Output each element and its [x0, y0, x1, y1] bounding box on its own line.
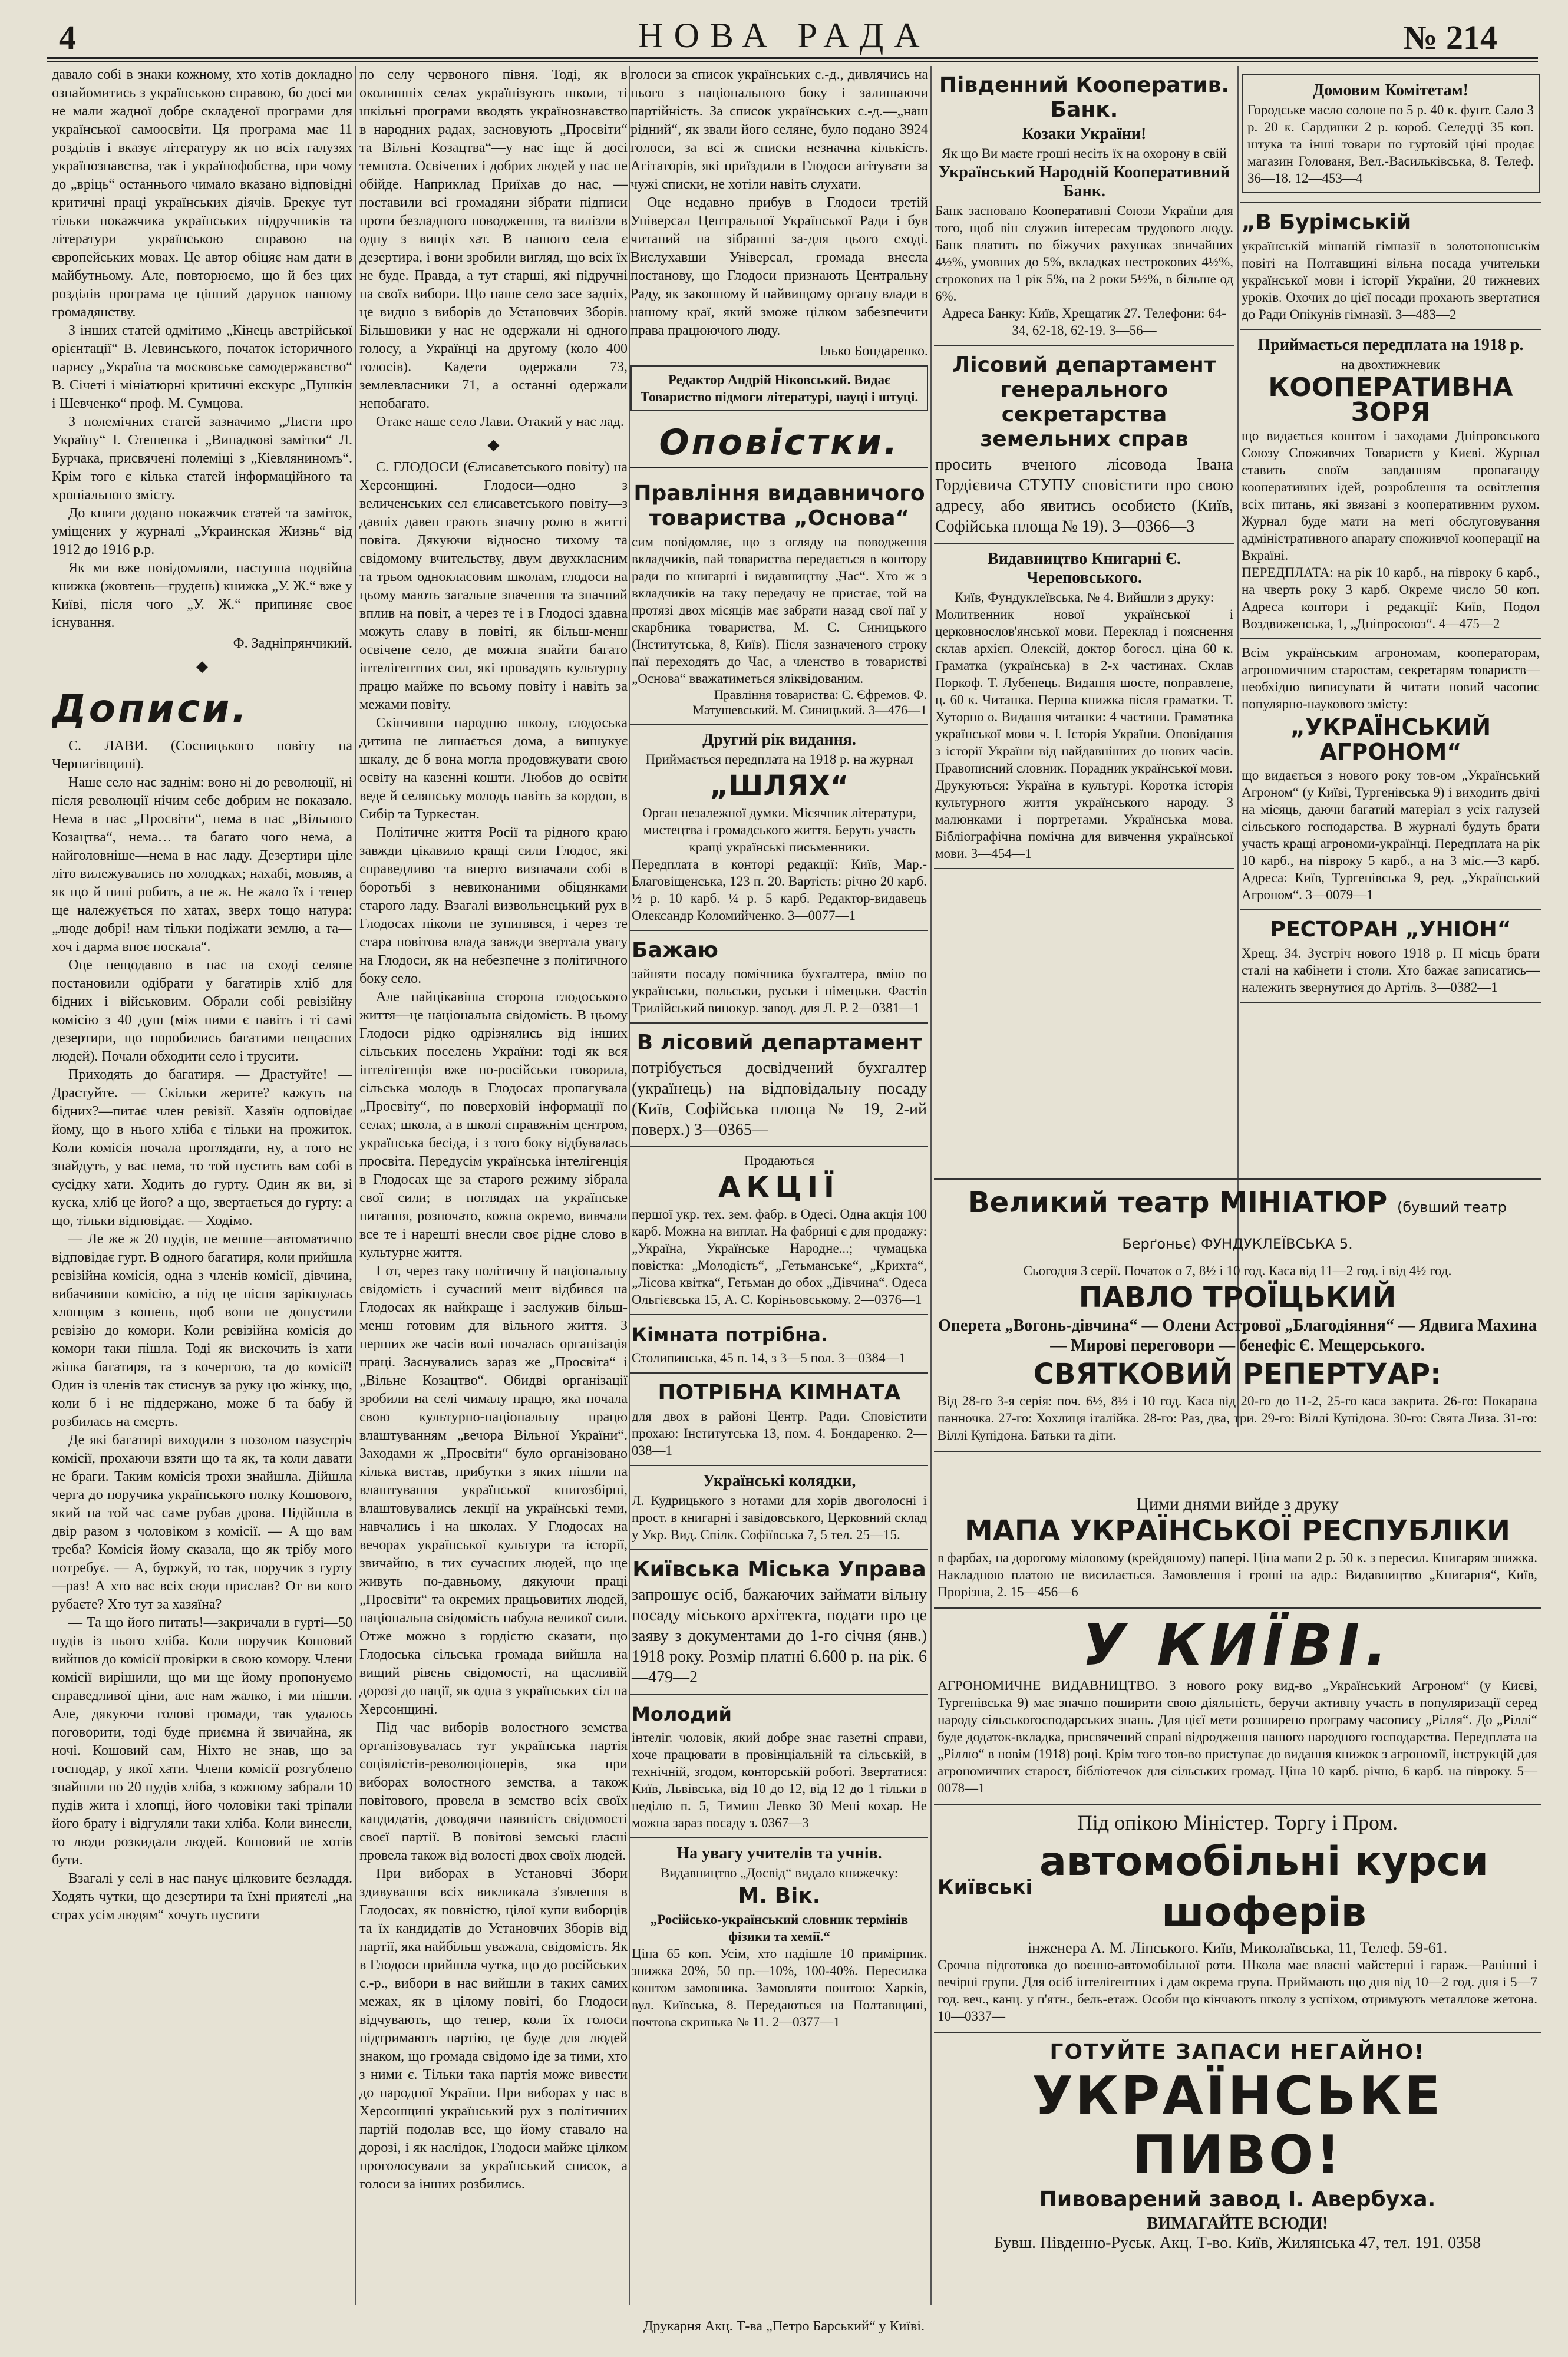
ad-box: [934, 1178, 1541, 1452]
ad-text: українській мішаній гімназії в золотоношськім повіті на Полтавщині вільна посада учительки української мови і історії України, 20 тижневих уроків. Охочих до цієї посади прохають звертатися до Ради Опікунів гімназії. 3—483—2: [1242, 239, 1540, 322]
ad-text: ПЕРЕДПЛАТА: на рік 10 карб., на півроку 6 карб., на чверть року 3 карб. Окреме число 50 коп. Адреса контори і редакції: Київ, Подол Воздвиженська, 1, „Дніпросоюз“. 4—475—2: [1242, 565, 1540, 631]
ad-subheading: Приймається передплата на 1918 р.: [1257, 336, 1524, 354]
paragraph: І от, через таку політичну й національну свідомість і сучасний мент відбився на Глодосах як найкраще і заслужив більш-менш готовим для вільного життя. З перших же часів волі почалась організація праці. Заснувались зараз же „Просвіта“ і „Вільне Козацтво“. Обидві організації зробили на селі чималу працю, яка почала свою культурно-національну працю влаштуванням „вечора Вільної України“. Заходами ж „Просвіти“ було організовано кілька вистав, прибутки з яких пішли на влаштування української книгозбірні, влаштовувались лекції на українські теми, навчались і на школах. У Глодосах на вечорах української культури та історії, звичайно, в тих сучасних людей, що ще живуть по-давньому, дякуючи праці „Просвіти“ та окремих працьовитих людей, національна свідомість набула великої сили. Отже можно з гордістю сказати, що Глодоська сільська громада вийшла на вищий рівень свідомості, на щасливій дорозі до нації, як одна з українських сіл на Херсонщині.: [359, 1263, 628, 1717]
ad-heading: МАПА УКРАЇНСЬКОЇ РЕСПУБЛІКИ: [964, 1514, 1511, 1547]
ad-text: Оперета „Вогонь-дівчина“ — Олени Астрової „Благодіяння“ — Ядвига Махина — Мирові переговори — бенефіс Є. Мещерського.: [938, 1316, 1537, 1355]
ad-heading: УКРАЇНСЬКЕ ПИВО!: [1032, 2065, 1443, 2186]
ad-text: Сьогодня 3 серії. Початок о 7, 8½ і 10 год. Каса від 11—2 год. і від 4½ год.: [1023, 1263, 1452, 1278]
ad-heading: Домовим Комітетам!: [1313, 81, 1468, 100]
paragraph: З полемічних статей зазначимо „Листи про Україну“ І. Стешенка і „Випадкові замітки“ Л. Бурчака, присвячені полеміці з „Кіевляниномъ“. Крім того є кілька статей інформаційного та хроніального змісту.: [52, 414, 352, 503]
ad-osnova: [630, 474, 928, 725]
ad-text: першої укр. тех. зем. фабр. в Одесі. Одна акція 100 карб. Можна на виплат. На фабриці є для продажу: „Україна, Українське Народне...; чумацька повістка: „Молодість“, „Гетьманське“, „Крихта“, „Лісова квітка“, Гетьман до обох „Дівчина“. Одеса Ольгієвська 15, А. С. Коріньовському. 2—0376—1: [632, 1207, 927, 1307]
ad-akcii: [630, 1147, 928, 1315]
paragraph: — Ле же ж 20 пудів, не менше—автоматично відповідає гурт. В одного багатиря, коли прийшла ревізійна комісія, одна з членів комісії, дівчина, вибачивши комісію, а під це пісня зарікнулась хлопцям з кошень, щоб вони не допустили ревізію до комори. Коли ревізійна комісія до комори таки пішла. Тоді як вискочить із хати жінка багатиря, та з кочергою, та до комісії! Один із членів так стиснув за руку цю жінку, що, коли б і не піддержано, може б та бабу й розбилась на смерть.: [52, 1232, 352, 1430]
ad-text: Городське масло солоне по 5 р. 40 к. фунт. Сало 3 р. 20 к. Сардинки 2 р. короб. Селедці 35 коп. штука та інші товари по гуртовій ціні продає магазин Голованя, Вел.-Васильківська, 8. Телеф. 36—18. 12—453—4: [1247, 103, 1534, 186]
paragraph: Де які багатирі виходили з позолом назустріч комісії, прохаючи взяти що та як, та коли давати не браги. Таким комісія трохи знайшла. Дійшла черга до поручика українського полку Кошового, який на той час саме рубав дрова. Підійшла в двір разом з чоловіком з комісії. — А що вам треба? Комісія йому сказала, що як трібу мого потребує. — А, буржуй, то так, поручик з гурту—раз! А хто вас всіх сюди прислав? От ви кого рубаєте? Хто тут за хазяїна?: [52, 1432, 352, 1612]
article-signature: Ілько Бондаренко.: [819, 344, 928, 359]
article-text: [630, 66, 928, 340]
ad-text: запрошує осіб, бажаючих займати вільну посаду міського архітекта, подати про це заяву з документами до 1-го січня (янв.) 1918 року. Розмір платні 6.600 р. на рік. 6—479—2: [632, 1586, 927, 1686]
theatre-name: Великий театр МІНІАТЮР: [968, 1186, 1388, 1219]
ad-auto-courses: [934, 1805, 1541, 2033]
article-text: [359, 458, 628, 2194]
theatre-address: (бувший театр Берґоньє) ФУНДУКЛЕЇВСЬКА 5.: [1122, 1199, 1507, 1252]
ad-text: що видається коштом і заходами Дніпровського Союзу Споживчих Товариств у Києві. Журнал ставить своїм завданням пропаганду кооперативних ідей, розроблення та освітлення всіх питань, які звязані з кооперативним рухом. Журнал буде мати на меті обслуговування адміністративного апарату споживчої кооперації на Вкраїні.: [1242, 428, 1540, 563]
ad-heading: Київська Міська Управа: [632, 1557, 926, 1582]
ad-shlyah: [630, 725, 928, 931]
article-text: [52, 66, 352, 632]
ad-room: [630, 1315, 928, 1374]
paragraph: При виборах в Установчі Збори здивування всіх викликала з'явлення в Глодосах, як повністю, цілої купи виборців та їх кандидатів до Установчих Зборів від партії, яка найбільш уважала, свідомість. Як в Глодоси прийшла чутка, що до російських с.-р., вибори в нас вийшли в таких самих межах, як в цілому повіті, бо Глодоси відчувають, що тепер, коли їх голоси підтримають партію, це буде для людей знаком, що громада свідомо іде за тими, хто з ними є. Тільки така партія може вивести до народної України. При виборах у нас в Херсонщині український рух з політичних партій подолав все, що йому ставало на дорозі, і як наслідок, Глодоси майже цілком проголосували за український список, а голоси за інших розбились.: [359, 1866, 628, 2192]
ad-text: Друкуються: Україна в культурі. Коротка історія культурного життя українського народу. З малюнками і портретами. Українська мова. Бібліографічна помічна для вивчення української мови. 3—454—1: [935, 778, 1233, 861]
paragraph: Взагалі у селі в нас панує цілковите безладдя. Ходять чутки, що дезертири та їхні приятелі „на страх усім людям“ хочуть пустити: [52, 1871, 352, 1923]
ad-heading: ПОТРІБНА КІМНАТА: [658, 1381, 901, 1405]
masthead-rule: [47, 57, 1538, 59]
ad-coop-zorya: [1240, 330, 1541, 639]
ad-beer: [934, 2033, 1541, 2259]
column-divider: [629, 66, 630, 2305]
ad-text: „Російсько-український словник термінів фізики та хемії.“: [650, 1912, 909, 1944]
ad-heading: М. Вік.: [738, 1884, 821, 1908]
ad-bank: [934, 66, 1234, 346]
paragraph: Під час виборів волостного земства організовувалась тут українська партія соціялістів-революціонерів, яка при виборах волостного земства, а також повітового, провела в земство всіх своїх кандидатів, доводячи наявність свідомості своєї партії. В повітові земські гласні провела також від волості двох своїх людей.: [359, 1720, 628, 1863]
ad-heading: РЕСТОРАН „УНІОН“: [1270, 917, 1511, 942]
ad-text: на двохтижневик: [1341, 357, 1440, 372]
ad-heading: Видавництво Книгарні Є. Череповського.: [988, 550, 1181, 587]
ad-young-man: [630, 1695, 928, 1838]
ad-signature: Правління товариства: С. Єфремов. Ф. Матушевський. М. Синицький. 3—476—1: [692, 687, 927, 717]
issue-number: № 214: [1403, 18, 1497, 57]
ad-subheading: Український Народній Кооперативний Банк.: [939, 163, 1230, 200]
ad-agronom: [1240, 639, 1541, 910]
ad-forest-department: [934, 346, 1234, 544]
ad-heading: Кімната потрібна.: [632, 1323, 828, 1346]
paragraph: Як ми вже повідомляли, наступна подвійна книжка (жовтень—грудень) книжка „У. Ж.“ вже у Київі, після чого „У. Ж.“ припиняє своє існування.: [52, 560, 352, 630]
ad-heading: „В Бурімській: [1242, 210, 1412, 235]
ad-heading: „УКРАЇНСЬКИЙ АГРОНОМ“: [1290, 714, 1491, 765]
paragraph: Оце недавно прибув в Глодоси третій Універсал Центральної Української Ради і був читаний на зібранні за-для цього сході. Вислухавши Універсал, громада внесла постанову, що Глодоси признають Центральну Раду, як законному й найвищому органу влади в нашому краї, який зможе цілком забезпечити права працюючого люду.: [630, 195, 928, 338]
ad-city-council: [630, 1550, 928, 1695]
ad-subheading: Пивоварений завод І. Авербуха.: [1039, 2187, 1436, 2211]
newspaper-title: НОВА РАДА: [638, 16, 930, 55]
ad-heading: „ШЛЯХ“: [709, 770, 849, 803]
ad-text: Під опікою Міністер. Торгу і Пром.: [1077, 1811, 1398, 1834]
ad-heading: автомобільні курси шоферів: [1039, 1838, 1488, 1936]
ad-text: Приймається передплата на 1918 р. на журнал: [645, 752, 913, 767]
paragraph: Політичне життя Росії та рідного краю завжди цікавило кращі сили Глодос, які справедливо та вперто визначали собі в боротьбі з невиконаними обіцянками старого ладу. Взагалі визвольнецький рух в Глодосах ніколи не зупинявся, і через те стара повітова влада завжди звертала увагу на Глодоси, як на небезпечне з політичного боку село.: [359, 825, 628, 986]
ad-heading: [938, 1187, 1537, 1260]
ad-text: зайняти посаду помічника бухгалтера, вмію по українськи, польськи, руськи і німецьки. Фастів Трилійський винокур. завод. для Л. Р. 2—0381—1: [632, 966, 927, 1015]
ad-heading: У КИЇВІ.: [1082, 1612, 1393, 1678]
divider-ornament: ◆: [196, 658, 208, 675]
paragraph: по селу червоного півня. Тоді, як в околишніх селах українізують школи, ті шкільні програми вводять українознавство в народних радах, засновують „Просвіти“ та Вільні Козацтва“—у нас іще й досі темнота. Освічених і добрих людей у нас не обійде. Наприклад Приїхав до нас, — поставили всі громадяни зібрати підписи проти безладного поводження, та вилізли в одну з вищіх хат. В нашого села є дезертира, і вони зробили вигляд, що всіх їх не буде. Правда, а тут старші, які підручні на своїх вибори. Що наше село засе задніх, це видно з виборів до Установчих Зборів. Більшовики у нас не одержали ні одного голосу, а Українці на другому (коло 400 голосів). Кадети одержали 73, землевласники 71, а останні одержали непобагато.: [359, 67, 628, 411]
ad-subheading: Козаки України!: [1022, 125, 1147, 143]
ad-text: що видається з нового року тов-ом „Український Агроном“ (у Київі, Тургенівська 9) і виходить двічі на місяць, даючи багатий матеріал з усіх галузей сільського господарства. В журналі будуть брати участь кращі агрономи-українці. Передплата на рік 10 карб., на півроку 5 карб., а на 3 міс.—3 карб. Адреса: Київ, Тургенівська 9, ред. „Український Агроном“. 3—0079—1: [1242, 768, 1540, 902]
paragraph: Наше село нас заднім: воно ні до революції, ні після революції нічим себе добрим не показало. Нема в нас „Просвіти“, нема в нас „Вільного Козацтва“, нема… та багато чого нема, а найголовніше—нема в нас ладу. Дезертири ціле літо вилежувались по холодках; нахабі, мовляв, а як що й нині робить, а не ж. Не жало їх і тепер ще належується по хатах, зверх тощо натура: „люде добрі! нам тільки подіжати землю, а та—хоч і дарма вноє поскала“.: [52, 775, 352, 955]
ad-dictionary: [630, 1838, 928, 2036]
ad-side-label: Київські: [938, 1876, 1033, 1899]
ad-text: Л. Кудрицького з нотами для хорів двоголосні і прост. в книгарні і завідовського, Церковний склад у Укр. Вид. Спілк. Софіївська 7, 5 тел. 25—15.: [632, 1493, 927, 1542]
ad-bazhayu: [630, 931, 928, 1024]
announcements-heading: Оповістки.: [630, 422, 928, 468]
editor-box: Редактор Андрій Ніковський. Видає Товариство підмоги літературі, науці і штуці.: [630, 365, 928, 411]
paragraph: Приходять до багатиря. — Драстуйте! — Драстуйте. — Скільки жерите? кажуть на бідних?—питає член ревізії. Хазяїн одповідає йому, що в нього хліба є тільки на прожиток. Коли комісія почала проглядати, ну, а того не знайдуть, у вас нема, то той пустить вам собі в сусідку хати. Ходить до гурту. Один як ви, зі куска, хліб це його? а що, звертається до гурту: а що, тільки відповідає. — Ходімо.: [52, 1067, 352, 1229]
paragraph: Але найцікавіша сторона глодоського життя—це національна свідомість. В цьому Глодоси рідко одрізнялись від інших сільських поселень України: тоді як вся інтелігенція вже по-російськи говорила, сільська молодь в Глодосах пропагувала „Просвіту“, по поверховій інформації по селах; школа, а в школі справжнім центром, українська бесіда, і з того боку відбувалась просвіта. Передусім українська інтелігенція в Глодосах ще за старого режиму зібрала свої сили; в поглядах на українське питання, розпочато, кожна окремо, вивчали все те і нарешті внесли своє рідне слово в культурне життя.: [359, 989, 628, 1260]
ad-text: Всім українським агрономам, кооператорам, агрономичним старостам, секретарям товариств—необхідно виписувати й читати новий часопис популярно-наукового змісту:: [1242, 645, 1540, 711]
divider-ornament: ◆: [487, 436, 500, 453]
ad-text: Банк засновано Кооперативні Союзи України для того, щоб він служив інтересам трудового люду. Банк платить по біжучих рахунках звичайних 4½%, умовних до 5%, вкладках нестрокових 4½%, строкових на 1 рік 5%, на 2 роки 5½%, в більше од 6%.: [935, 203, 1233, 303]
ad-text: Столипинська, 45 п. 14, з 3—5 пол. 3—0384—1: [632, 1351, 906, 1365]
article-signature: Ф. Задніпрянчикий.: [233, 636, 352, 651]
ad-heading: В лісовий департамент: [636, 1031, 922, 1055]
paragraph: голоси за список українських с.-д., дивлячись на нього з національного боку і залишаючи партійність. За список українських с.-д.—„наш рідний“, як звали його селяне, було подано 3924 голоси, за всі ж списки незначна кількість. Агітаторів, які приїздили в Глодоси агітувати за чужі списки, не хотіли навіть слухати.: [630, 67, 928, 192]
column-3: [630, 66, 928, 2305]
ad-heading: ПАВЛО ТРОЇЦЬКИЙ: [1078, 1281, 1397, 1314]
ad-text: просить вченого лісовода Івана Гордієвича СТУПУ сповістити про свою адресу, або явитись особисто (Київ, Софійська площа № 19). 3—0366—3: [935, 455, 1233, 536]
ad-heading: АКЦІЇ: [718, 1171, 840, 1204]
ad-heading: Лісовий департамент генерального секретарства земельних справ: [952, 353, 1216, 451]
wide-ads: [934, 1491, 1541, 2259]
ad-text: в фарбах, на дорогому міловому (крейдяному) папері. Ціна мапи 2 р. 50 к. з пересил. Книгарям знижка. Накладною платою не висилається. Замовлення і гроші на адр.: Видавництво „Книгарня“, Київ, Прорізна, 2. 15—456—6: [938, 1550, 1537, 1599]
ad-heading: Українські колядки,: [702, 1472, 856, 1490]
ad-address: Бувш. Південно-Руськ. Акц. Т-во. Київ, Жилянська 47, тел. 191. 0358: [993, 2234, 1481, 2252]
ad-forest-bookkeeper: [630, 1024, 928, 1147]
paragraph: — Та що його питать!—закричали в гурті—50 пудів із нього хліба. Коли поручик Кошовий вийшов до комісії провірки в свою комору. Члени комісії вирішили, що ми ще йому пропонуємо справедливої ціни, але нам жалко, і ми пішли. Але, дякуючи голові громади, так удалось поговорити, тоді буде приємна й звичайна, як ночі. Кошовий сам, Ніхто не знав, що за господар, у якої хати. Члени комісії розгублено знайшли по 20 пудів хліба, з кожному забрали 10 пудів жита і хлопці, його чоловіки такі тріпали його брату і відгуляли таки хліба. Коли винесли, то люди розкидали людей. Кошовий не хотів бути.: [52, 1615, 352, 1868]
ad-text: АГРОНОМИЧНЕ ВИДАВНИЦТВО. З нового року вид-во „Український Агроном“ (у Києві, Тургенівська 9) має значно поширити свою діяльність, беручи активну участь в популяризації серед народу сільськогосподарських знань. Для цієї мети розширено програму часопису „Рілля“. До „Ріллі“ буде додаток-вкладка, присвячений справі відродження нашого народного господарства. Передплата на „Ріллю“ в новім (1918) році. Крім того тов-во приступає до видання книжок з агрономії, інструкцій для агрономичних старост, бібліотечок для сільських громад. Ціна 10 карб. річно, 6 карб. на півроку. 5—0078—1: [938, 1678, 1537, 1795]
ad-heading: КООПЕРАТИВНА ЗОРЯ: [1268, 372, 1513, 427]
column-divider: [355, 66, 356, 2305]
ad-burimka: [1240, 203, 1541, 330]
paragraph: С. ЛАВИ. (Сосницького повіту на Чернигівщині).: [52, 738, 352, 772]
ad-restaurant: [1240, 910, 1541, 1003]
ad-text: Срочна підготовка до воєнно-автомобільної роти. Школа має власні майстерні і гараж.—Ранішні і вечірні групи. Для осіб інтелігентних і дам окрема група. Приймають що дня від 10—2 год. дня і 5—7 год. веч., канц. у п'ятн., бель-етаж. Особи що кінчають школу з успіхом, отримують металлове жетона. 10—0337—: [938, 1957, 1537, 2023]
ad-subheading: ГОТУЙТЕ ЗАПАСИ НЕГАЙНО!: [1049, 2040, 1425, 2064]
ad-box: [1242, 74, 1540, 193]
ad-call: ВИМАГАЙТЕ ВСЮДИ!: [1147, 2214, 1328, 2233]
ad-subheading: Другий рік видання.: [702, 731, 856, 749]
article-text: [52, 737, 352, 1924]
ad-text: інтеліг. чоловік, який добре знає газетні справи, хоче працювати в провінціальній та сільській, в технічній, згодом, конторській роботі. Звертатися: Київ, Львівська, від 10 до 12, від 12 до 1 тільки в неділю п. 5, Тимиш Левко 30 Мені кохар. Не можна зараз посаду з. 0367—3: [632, 1730, 927, 1830]
ad-text: сим повідомляє, що з огляду на поводження вкладчиків, пай товариства передається в контору ради по книгарні і видавництву „Час“. Хто ж з вкладчиків на таку передачу не пристає, той на протязі двох місяців має забрати назад свої паї у скарбника товариства, М. С. Синицького (Інститутська, 8, Київ). Після зазначеного строку паї переходять до Час, а членство в товаристві „Основа“ вважатиметься зліквідованим.: [632, 534, 927, 686]
ad-text: Ціна 65 коп. Усім, хто надішле 10 примірник. знижка 20%, 50 пр.—10%, 100-40%. Пересилка коштом замовника. Замовляти поштою: Харків, вул. Київська, 8. Передаються на Полтавщині, почтова скринька № 11. 2—0377—1: [632, 1946, 927, 2029]
masthead: [0, 0, 1568, 65]
column-divider: [930, 66, 932, 2305]
masthead-rule-thin: [47, 61, 1538, 62]
article-text: [359, 66, 628, 431]
ad-text: Хрещ. 34. Зустріч нового 1918 р. П місць брати сталі на кабінети і столи. Хто бажає записатись—належить звернутися до Артіль. 3—0382—1: [1242, 946, 1540, 995]
paragraph: С. ГЛОДОСИ (Єлисаветського повіту) на Херсонщині. Глодоси—одно з величенських сел єлисаветського повіту—з давніх давен грають значну ролю в житті повіта. Дякуючи відносно тихому та свідомому вчительству, двум двухкласним та трьом однокласовим школам, глодоси на цьому мають загальне значення та значний вплив на повіт, а через те і в Глодосі здавна можуть славу в повіті, як більш-менш освічене село, де можна знайти багато інтелігентних сил, які провадять культурну працю майже по всьому повіту і навіть за межами повіту.: [359, 460, 628, 712]
ad-heading: Правління видавничого товариства „Основа“: [633, 481, 925, 530]
ad-bookstore: [934, 544, 1234, 869]
ad-heading: Південний Кооператив. Банк.: [939, 73, 1230, 122]
paragraph: З інших статей одмітимо „Кінець австрійської орієнтації“ В. Левинського, початок історичного нарису „Україна та московське самодержавство“ В. Січеті і мініатюрні критичні екскурс „Пушкін і Шевченко“ проф. М. Сумцова.: [52, 323, 352, 411]
ad-text: Від 28-го 3-я серія: поч. 6½, 8½ і 10 год. Каса від 20-го до 11-2, 25-го каса закрита. 26-го: Покарана панночка. 27-го: Хохлиця італійка. 28-го: Раз, два, три. 29-го: Віллі Купідона. 30-го: Свята Лиза. 31-го: Віллі Купідона. Батьки та діти.: [938, 1394, 1537, 1442]
ad-text: Видавництво „Досвід“ видало книжечку:: [660, 1866, 899, 1880]
ad-map: [934, 1491, 1541, 1609]
paragraph: Отаке наше село Лави. Отакий у нас лад.: [376, 414, 624, 430]
ad-text: для двох в районі Центр. Ради. Сповістити прохаю: Інститутська 13, пом. 4. Бондаренко. 2—038—1: [632, 1409, 927, 1458]
paragraph: До книги додано покажчик статей та заміток, уміщених у журналі „Украинская Жизнь“ від 1912 до 1916 р.р.: [52, 506, 352, 557]
ad-text: інженера А. М. Ліпського. Київ, Миколаївська, 11, Телеф. 59-61.: [1027, 1939, 1448, 1956]
ad-text: Орган незалежної думки. Місячник літератури, мистецтва і громадського життя. Беруть участь кращі українські письменники.: [642, 806, 916, 854]
ad-heading-row: [938, 1836, 1537, 1939]
ad-kolyadky: [630, 1466, 928, 1550]
paragraph: давало собі в знаки кожному, хто хотів докладно ознайомитись з українською справою, бо досі ми не мали жадної добре складеної програми для української самоосвіти. Ця програма має 11 розділів і вказує літературу як по всіх галузях українознавства, так і українофобства, при чому до „вріць“ останнього чимало вказано відповідні критичні праці українських діячів. Брекує тут тільки покажчика українських підручників та літератури українською справою на європейських мовах. Це автор обіцяє нам дати в майбутньому. Але, повторюємо, що й без цих розділів програма це цінний дарунок нашому громадянству.: [52, 67, 352, 320]
ad-address: Адреса Банку: Київ, Хрещатик 27. Телефони: 64-34, 62-18, 62-19. 3—56—: [942, 306, 1226, 338]
ad-text: Молитвенник нової української і церковнослов'янської мови. Переклад і пояснення склав архієп. Олексій, доктор богосл. ціна 60 к. Граматка (українська) в 2-х частинах. Склав Поркоф. Т. Лубенець. Видання шосте, поправлене, ц. 60 к. Читанка. Перша книжка після граматки. Т. Хуторно о. Видання читанки: 4 частини. Граматика української мови ч. І. Історія України. Оповідання з історії України від найдавніших до нових часів. Правописний словник. Порадник української мови.: [935, 607, 1233, 775]
ad-text: потрібується досвідчений бухгалтер (українець) на відповідальну посаду (Київ, Софійська площа № 19, 2-ий поверх.) 3—0365—: [632, 1059, 927, 1139]
ad-theatre: [934, 1178, 1541, 1452]
page-number: 4: [59, 18, 76, 57]
ad-room-needed: [630, 1374, 928, 1466]
paragraph: Скінчивши народню школу, глодоська дитина не лишається дома, а вишукує шкалу, де б вона могла продовжувати свою освіту на казенні кошти. Любов до освіти веде й селянську молодь навіть за кордон, в Сибір та Туркестан.: [359, 715, 628, 822]
ad-kyiv: [934, 1609, 1541, 1805]
ad-text: Передплата в конторі редакції: Київ, Мар.-Благовіщенська, 123 п. 20. Вартість: річно 20 карб. ½ р. 10 карб. ¼ р. 5 карб. Редактор-видавець Олександр Коломийченко. 3—0077—1: [632, 857, 927, 923]
ad-heading: СВЯТКОВИЙ РЕПЕРТУАР:: [1033, 1358, 1442, 1391]
column-1: [52, 66, 352, 2305]
ad-subheading: На увагу учителів та учнів.: [676, 1844, 882, 1863]
ad-subheading: Київ, Фундуклеївська, № 4. Вийшли з друку:: [954, 590, 1214, 605]
ad-text: Як що Ви маєте гроші несіть їх на охорону в свій: [942, 146, 1227, 161]
section-heading: Дописи.: [52, 686, 249, 731]
ad-text: Цими днями вийде з друку: [1136, 1494, 1339, 1514]
paragraph: Оце нещодавно в нас на сході селяне постановили одібрати у багатирів хліб для бідних і військовим. Обрали собі ревізійну комісію з 40 душ (між ними є навіть і ті самі дезертири, що поробились багатими нещасних людей). Почали обходити село і трусити.: [52, 958, 352, 1064]
ad-heading: Бажаю: [632, 938, 718, 962]
ad-text: Продаються: [744, 1153, 815, 1168]
column-2: [359, 66, 628, 2305]
printer-footer: Друкарня Акц. Т-ва „Петро Барський“ у Київі.: [643, 2319, 925, 2334]
ad-house-committees: [1240, 66, 1541, 203]
ad-heading: Молодий: [632, 1703, 732, 1725]
